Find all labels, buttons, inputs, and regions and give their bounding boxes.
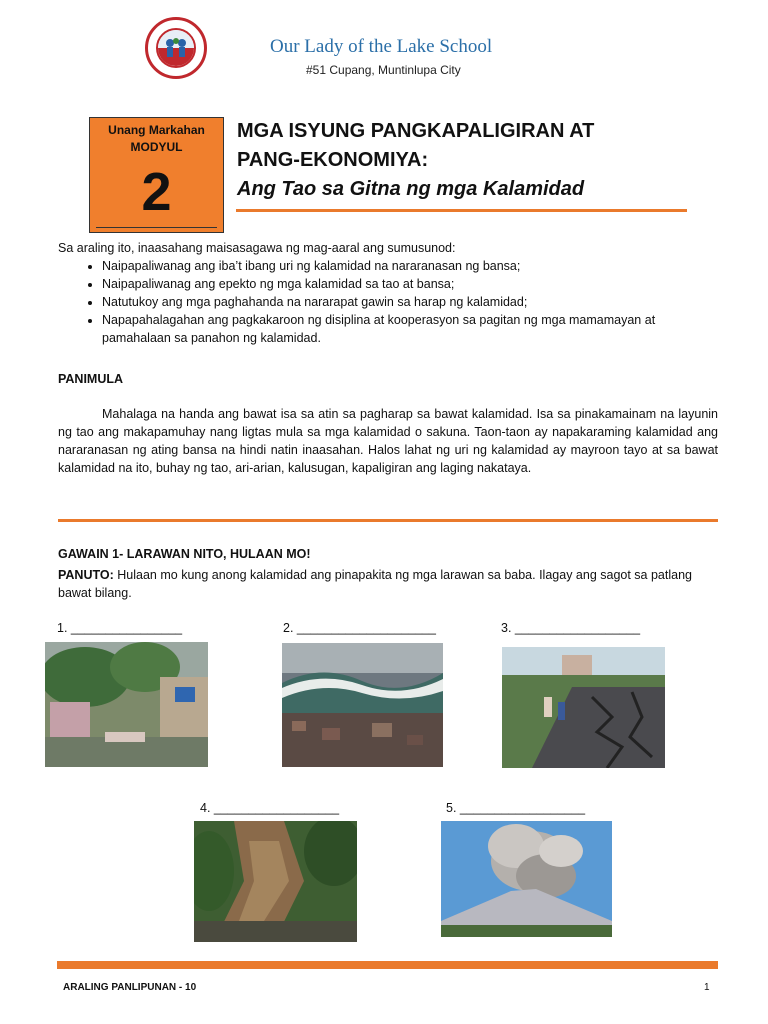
- section-divider: [58, 519, 718, 522]
- answer-blank-5[interactable]: 5. __________________: [446, 801, 586, 815]
- answer-blank-4[interactable]: 4. __________________: [200, 801, 340, 815]
- volcano-eruption-photo: [441, 821, 612, 937]
- panimula-paragraph: Mahalaga na handa ang bawat isa sa atin sa pagharap sa bawat kalamidad. Isa sa pinakamainam na layunin ng tao ang makapamuhay nang ligtas mula sa mga kalamidad o sakuna. Taon-taon ay napakaraming kalamidad ang nararanasan ng ating bansa na hindi natin inaasahan. Halos lahat ng uri ng kalamidad ay mayroon tayo at sa bawat kalamidad na ito, buhay ng tao, ari-arian, kalusugan, kapaligiran ang laging nakataya.: [58, 407, 718, 475]
- panuto-instructions: [58, 566, 718, 602]
- objective-item: • Napapahalagahan ang pagkakaroon ng disiplina at kooperasyon sa pagitan ng mga mamamayan at pamahalaan sa panahon ng kalamidad.: [102, 311, 718, 347]
- landslide-photo: [194, 821, 357, 942]
- title-line-1: MGA ISYUNG PANGKAPALIGIRAN AT: [237, 120, 595, 142]
- footer-divider: [57, 961, 718, 969]
- panuto-text: Hulaan mo kung anong kalamidad ang pinapakita ng mga larawan sa baba. Ilagay ang sagot sa patlang bawat bilang.: [58, 568, 692, 600]
- objective-item: • Natutukoy ang mga paghahanda na nararapat gawin sa harap ng kalamidad;: [102, 293, 718, 311]
- earthquake-photo: [502, 647, 665, 768]
- module-label: MODYUL: [130, 140, 183, 154]
- module-quarter: Unang Markahan: [108, 123, 205, 137]
- module-underline: [96, 227, 217, 228]
- school-seal-logo: [145, 17, 207, 79]
- objective-item: • Naipapaliwanag ang epekto ng mga kalamidad sa tao at bansa;: [102, 275, 718, 293]
- answer-blank-2[interactable]: 2. ____________________: [283, 621, 436, 635]
- gawain-heading: GAWAIN 1- LARAWAN NITO, HULAAN MO!: [58, 547, 311, 561]
- page-number: 1: [704, 982, 710, 993]
- panuto-label: PANUTO:: [58, 568, 114, 582]
- footer-subject: ARALING PANLIPUNAN - 10: [63, 982, 197, 993]
- school-address: #51 Cupang, Muntinlupa City: [306, 63, 461, 77]
- module-box: [89, 117, 224, 233]
- title-subtitle: Ang Tao sa Gitna ng mga Kalamidad: [237, 178, 585, 200]
- tsunami-photo: [282, 643, 443, 767]
- answer-blank-1[interactable]: 1. ________________: [57, 621, 183, 635]
- flood-photo: [45, 642, 208, 767]
- school-name: Our Lady of the Lake School: [270, 36, 493, 57]
- answer-blank-3[interactable]: 3. __________________: [501, 621, 641, 635]
- seal-emblem: [156, 28, 196, 68]
- objectives-intro: Sa araling ito, inaasahang maisasagawa ng mag-aaral ang sumusunod:: [58, 241, 456, 255]
- objectives-list: [58, 257, 718, 347]
- panimula-heading: PANIMULA: [58, 372, 124, 386]
- module-number: 2: [141, 162, 172, 222]
- title-divider: [236, 209, 687, 212]
- title-line-2: PANG-EKONOMIYA:: [237, 149, 429, 171]
- objective-item: • Naipapaliwanag ang iba’t ibang uri ng kalamidad na nararanasan ng bansa;: [102, 257, 718, 275]
